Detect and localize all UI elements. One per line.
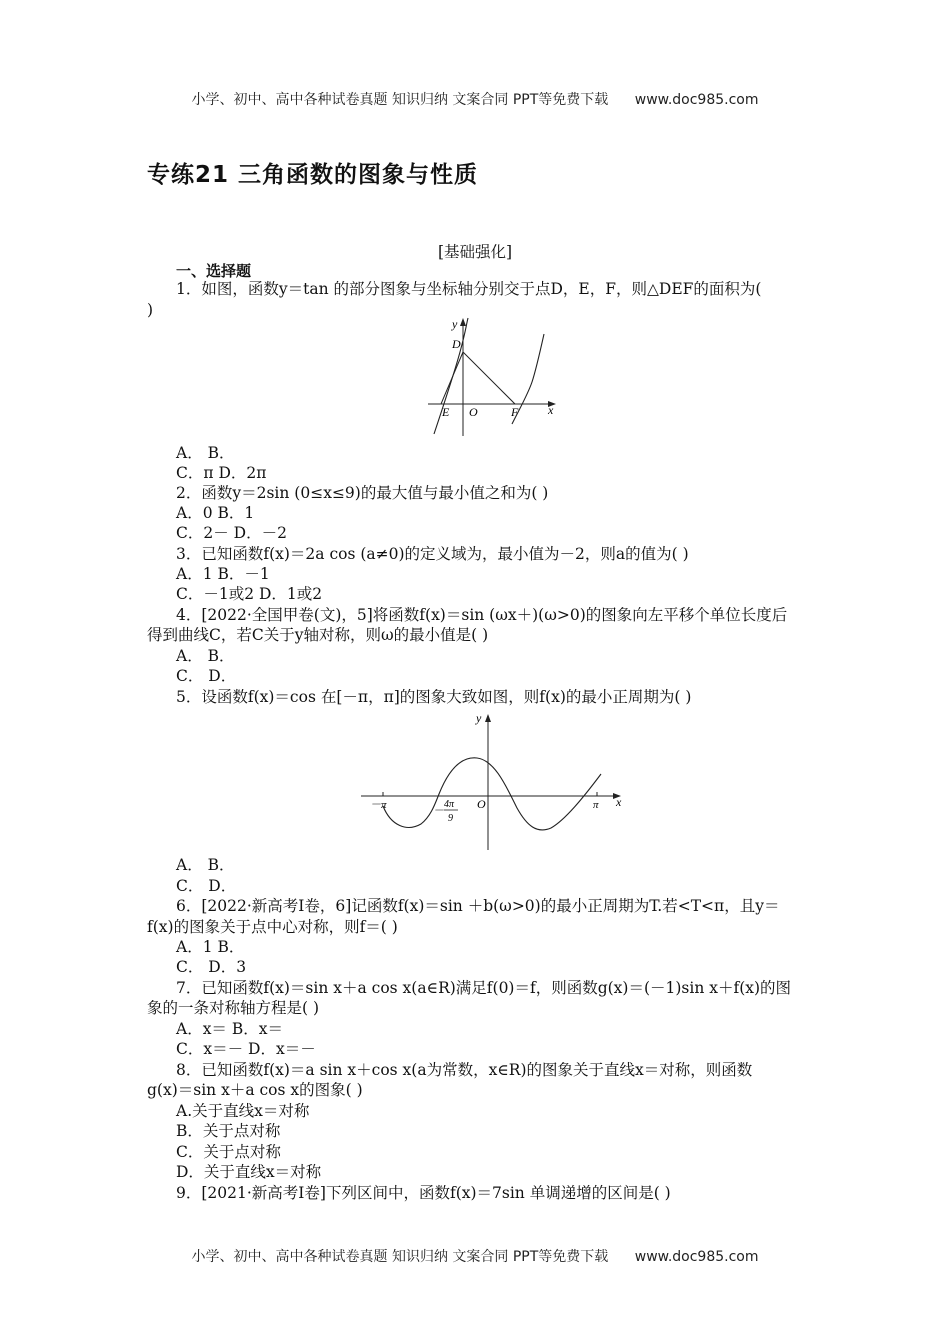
- footer-url[interactable]: www.doc985.com: [634, 1249, 759, 1265]
- q2-options-cd: C．2－ D．－2: [176, 524, 287, 542]
- fig1-y-arrow: [460, 318, 466, 326]
- page-title: 专练21 三角函数的图象与性质: [147, 162, 479, 188]
- q2-stem: 2．函数y＝2sin (0≤x≤9)的最大值与最小值之和为( ): [176, 484, 549, 502]
- section-heading: 一、选择题: [176, 262, 252, 280]
- q1-options-cd: C．π D．2π: [176, 464, 267, 482]
- q7-options-cd: C．x＝－ D．x＝－: [176, 1040, 316, 1058]
- fig2-label-x: x: [616, 795, 622, 809]
- fig2-label-y: y: [476, 711, 482, 725]
- q6-line1: 6．[2022·新高考Ⅰ卷，6]记函数f(x)＝sin ＋b(ω>0)的最小正周期为T.若<T<π，且y＝: [176, 897, 780, 915]
- fig2-label-neg-sign: －: [433, 805, 444, 817]
- q3-options-ab: A．1 B．－1: [176, 565, 270, 583]
- q7-options-ab: A．x＝ B．x＝: [176, 1020, 283, 1038]
- figure-cos-graph: [355, 710, 640, 855]
- subtitle: [基础强化]: [437, 243, 513, 261]
- q5-options-cd: C． D．: [176, 877, 237, 895]
- fig2-y-arrow: [485, 714, 491, 722]
- fig1-label-D: D: [452, 337, 461, 351]
- fig2-label-frac-num: 4π: [444, 799, 455, 810]
- q1-options-ab: A． B．: [176, 444, 235, 462]
- fig1-label-F: F: [511, 405, 519, 419]
- q8-option-b: B．关于点对称: [176, 1122, 281, 1140]
- fig1-label-y: y: [452, 317, 458, 331]
- q4-options-ab: A． B．: [176, 647, 235, 665]
- fig2-cos-curve: [383, 758, 601, 830]
- q1-line1: 1．如图，函数y＝tan 的部分图象与坐标轴分别交于点D，E，F，则△DEF的面积为(: [176, 280, 762, 298]
- q6-line2: f(x)的图象关于点中心对称，则f＝( ): [147, 918, 398, 936]
- header-text: 小学、初中、高中各种试卷真题 知识归纳 文案合同 PPT等免费下载: [191, 92, 609, 108]
- q8-option-a: A.关于直线x＝对称: [176, 1102, 310, 1120]
- q2-options-ab: A．0 B．1: [176, 504, 255, 522]
- fig1-label-O: O: [469, 405, 478, 419]
- q5-options-ab: A． B．: [176, 856, 235, 874]
- figure-tan-graph: [420, 312, 570, 440]
- page-header: [0, 89, 950, 109]
- q8-option-d: D．关于直线x＝对称: [176, 1163, 322, 1181]
- q9-stem: 9．[2021·新高考Ⅰ卷]下列区间中，函数f(x)＝7sin 单调递增的区间是( ): [176, 1184, 671, 1202]
- footer-text: 小学、初中、高中各种试卷真题 知识归纳 文案合同 PPT等免费下载: [191, 1249, 609, 1265]
- fig2-label-frac-den: 9: [448, 813, 453, 824]
- q4-options-cd: C． D．: [176, 667, 237, 685]
- q8-option-c: C．关于点对称: [176, 1143, 281, 1161]
- header-url[interactable]: www.doc985.com: [634, 92, 759, 108]
- q4-line2: 得到曲线C，若C关于y轴对称，则ω的最小值是( ): [147, 626, 489, 644]
- q8-line1: 8．已知函数f(x)＝a sin x＋cos x(a为常数，x∈R)的图象关于直线x＝对称，则函数: [176, 1061, 753, 1079]
- q1-line2: ): [147, 301, 154, 319]
- q7-line1: 7．已知函数f(x)＝sin x＋a cos x(a∈R)满足f(0)＝f，则函数g(x)＝(－1)sin x＋f(x)的图: [176, 979, 792, 997]
- fig1-segment-DE: [441, 352, 463, 404]
- fig2-label-O: O: [477, 797, 486, 811]
- q3-stem: 3．已知函数f(x)＝2a cos (a≠0)的定义域为，最小值为－2，则a的值为( ): [176, 545, 689, 563]
- q7-line2: 象的一条对称轴方程是( ): [147, 999, 320, 1017]
- fig1-segment-DF: [463, 352, 515, 404]
- q6-options-cd: C． D．3: [176, 958, 247, 976]
- fig2-label-neg-pi: －π: [370, 799, 387, 811]
- q8-line2: g(x)＝sin x＋a cos x的图象( ): [147, 1081, 363, 1099]
- fig1-label-E: E: [442, 405, 450, 419]
- fig1-label-x: x: [548, 403, 554, 417]
- q6-options-ab: A．1 B．: [176, 938, 245, 956]
- q3-options-cd: C．－1或2 D．1或2: [176, 585, 323, 603]
- page-footer: [0, 1246, 950, 1266]
- q5-stem: 5．设函数f(x)＝cos 在[－π，π]的图象大致如图，则f(x)的最小正周期为( ): [176, 688, 692, 706]
- fig2-label-pi: π: [593, 799, 599, 811]
- q4-line1: 4．[2022·全国甲卷(文)，5]将函数f(x)＝sin (ωx＋)(ω>0)的图象向左平移个单位长度后: [176, 606, 788, 624]
